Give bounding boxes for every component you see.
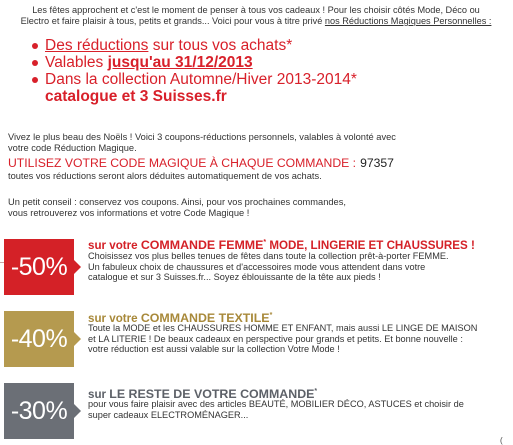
benefit-item-collection xyxy=(30,71,500,105)
coupon-40-desc-2: et LA LITERIE ! De beaux cadeaux en perspective pour grands et petits. Et bonne nouvelle : xyxy=(88,333,463,344)
advice-paragraph xyxy=(8,197,498,219)
advice-line-1: Un petit conseil : conservez vos coupons. Ainsi, pour vos prochaines commandes, xyxy=(8,197,346,207)
coupon-30-title-b: LE RESTE DE VOTRE COMMANDE xyxy=(109,386,315,401)
coupon-40-title-sup: * xyxy=(269,312,273,319)
coupon-50-title-sup: * xyxy=(263,239,267,246)
paragraph-line-1: Vivez le plus beau des Noëls ! Voici 3 coupons-réductions personnels, valables à volonté avec xyxy=(8,132,396,142)
benefit-validity-label: Valables xyxy=(45,54,108,71)
coupon-40-desc-3: votre réduction est aussi valable sur la collection Votre Mode ! xyxy=(88,344,340,355)
coupon-30-title-a: sur xyxy=(88,387,110,401)
benefit-collection-text: Dans la collection Automne/Hiver 2013-2014* xyxy=(45,71,357,88)
intro-line-2 xyxy=(6,16,506,27)
benefit-item-validity xyxy=(30,54,500,71)
coupon-30-badge xyxy=(4,383,74,439)
coupon-30-percent: -30% xyxy=(10,396,68,425)
intro-line-1: Les fêtes approchent et c'est le moment de penser à tous vos cadeaux ! Pour les choisir côtés Mode, Déco ou xyxy=(32,5,480,15)
benefit-reductions-underlined: Des réductions xyxy=(45,37,149,54)
intro-line-2a: Electro et faire plaisir à tous, petits et grands... Voici pour vous à titre privé xyxy=(20,16,325,26)
coupon-30-desc-1: pour vous faire plaisir avec des articles BEAUTÉ, MOBILIER DÉCO, ASTUCES et choisir de xyxy=(88,399,464,409)
benefit-validity-date: jusqu'au 31/12/2013 xyxy=(107,54,253,71)
coupon-50-desc-3: catalogue et sur 3 Suisses.fr... Soyez éblouissante de la tête aux pieds ! xyxy=(88,272,381,283)
benefit-reductions-rest: sur tous vos achats* xyxy=(148,37,293,54)
benefit-item-reductions xyxy=(30,37,500,54)
coupon-30-desc-2: super cadeaux ELECTROMÉNAGER... xyxy=(88,409,249,420)
magic-code-value: 97357 xyxy=(360,156,394,170)
coupon-40-description xyxy=(88,323,508,355)
coupon-50-percent: -50% xyxy=(10,252,68,281)
coupon-40-percent: -40% xyxy=(10,324,68,353)
coupon-50-title-b: COMMANDE FEMME xyxy=(140,237,264,252)
coupon-50-title xyxy=(88,236,508,252)
coupon-40-title-b: COMMANDE TEXTILE xyxy=(140,310,270,325)
intro-line-2b: nos Réductions Magiques Personnelles : xyxy=(324,16,492,26)
coupon-50-title-a: sur votre xyxy=(88,238,141,252)
benefit-list xyxy=(30,37,500,105)
coupon-40-badge xyxy=(4,311,74,367)
coupon-50-badge xyxy=(4,239,74,295)
magic-code-label: UTILISEZ VOTRE CODE MAGIQUE À CHAQUE COMMANDE : xyxy=(8,156,357,170)
coupon-50-description xyxy=(88,251,508,283)
coupon-50-desc-1: Choisissez vos plus belles tenues de fêtes dans toute la collection prêt-à-porter FEMME. xyxy=(88,251,449,261)
coupon-40-desc-1: Toute la MODE et les CHAUSSURES HOMME ET ENFANT, mais aussi LE LINGE DE MAISON xyxy=(88,323,478,333)
corner-mark: ( xyxy=(500,436,503,445)
intro-text xyxy=(6,5,506,27)
coupon-50-desc-2: Un fabuleux choix de chaussures et d'accessoires mode vous attendent dans votre xyxy=(88,261,426,272)
coupon-40-title-a: sur votre xyxy=(88,311,141,325)
coupon-30-description xyxy=(88,399,508,420)
advice-line-2: vous retrouverez vos informations et votre Code Magique ! xyxy=(8,208,250,218)
magic-code-line xyxy=(8,156,498,170)
coupon-50-title-c: MODE, LINGERIE ET CHAUSSURES ! xyxy=(266,238,475,252)
intro-paragraph xyxy=(8,132,498,154)
code-note: toutes vos réductions seront alors déduites automatiquement de vos achats. xyxy=(8,171,322,181)
benefit-collection-bold: catalogue et 3 Suisses.fr xyxy=(45,88,227,105)
coupon-30-title-sup: * xyxy=(314,388,318,395)
paragraph-line-2: votre code Réduction Magique. xyxy=(8,143,137,153)
